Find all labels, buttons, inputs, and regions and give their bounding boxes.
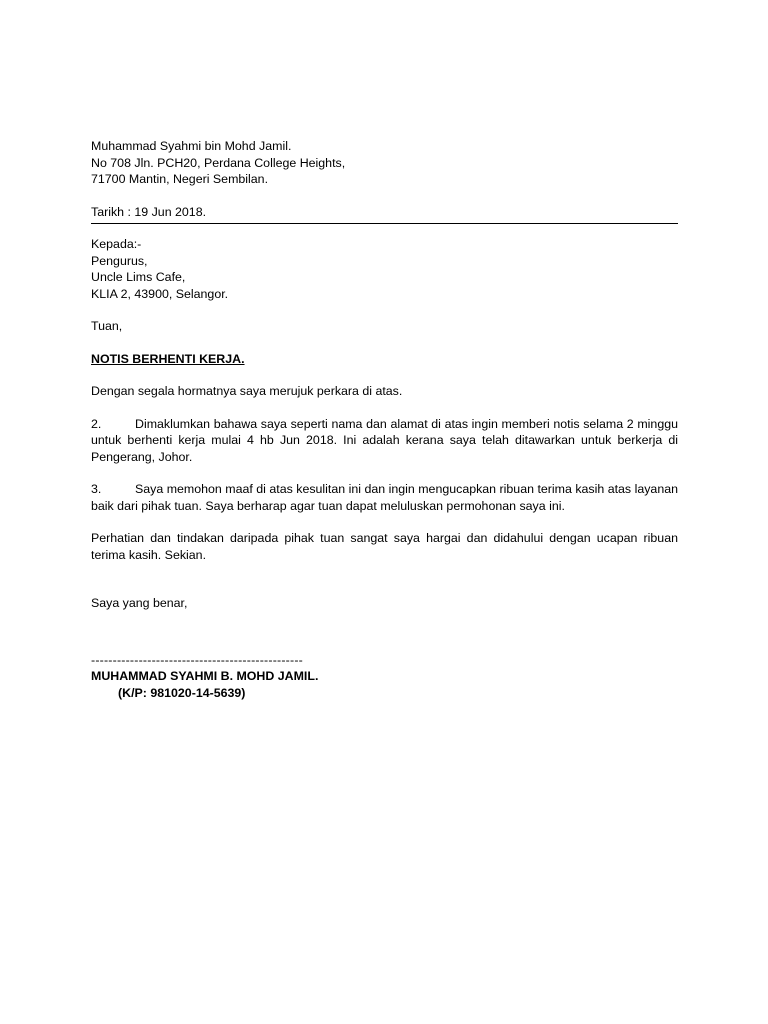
paragraph-text: Dimaklumkan bahawa saya seperti nama dan alamat di atas ingin memberi notis selama 2 minggu untuk berhenti kerja mulai 4 hb Jun 2018. Ini adalah kerana saya telah ditawarkan untuk berkerja di Pengerang, Johor.	[91, 416, 678, 464]
paragraph-number: 3.	[91, 482, 102, 496]
paragraph-text: Saya memohon maaf di atas kesulitan ini dan ingin mengucapkan ribuan terima kasih atas layanan baik dari pihak tuan. Saya berharap agar tuan dapat meluluskan permohonan saya ini.	[91, 482, 678, 513]
letter-body	[91, 138, 678, 701]
sender-block	[91, 138, 678, 188]
closing-paragraph: Perhatian dan tindakan daripada pihak tuan sangat saya hargai dan didahului dengan ucapan ribuan terima kasih. Sekian.	[91, 531, 678, 562]
subject-heading: NOTIS BERHENTI KERJA.	[91, 351, 245, 366]
date-line: Tarikh : 19 Jun 2018.	[91, 204, 207, 219]
paragraph-3	[91, 481, 678, 514]
recipient-block	[91, 236, 678, 302]
recipient-to-label: Kepada:-	[91, 237, 142, 251]
recipient-title: Pengurus,	[91, 253, 148, 268]
recipient-address: KLIA 2, 43900, Selangor.	[91, 286, 229, 301]
signature-line: -------------------------------------------------	[91, 652, 303, 667]
sign-off: Saya yang benar,	[91, 596, 188, 610]
sender-name: Muhammad Syahmi bin Mohd Jamil.	[91, 139, 292, 153]
salutation: Tuan,	[91, 319, 123, 333]
signature-block	[91, 652, 678, 702]
paragraph-2	[91, 416, 678, 466]
signatory-name: MUHAMMAD SYAHMI B. MOHD JAMIL.	[91, 669, 319, 683]
paragraph-number: 2.	[91, 416, 102, 431]
sender-address-line1: No 708 Jln. PCH20, Perdana College Heights,	[91, 155, 346, 170]
opening-line: Dengan segala hormatnya saya merujuk perkara di atas.	[91, 384, 403, 398]
recipient-company: Uncle Lims Cafe,	[91, 270, 186, 284]
signatory-ic-number: (K/P: 981020-14-5639)	[118, 685, 246, 700]
sender-address-line2: 71700 Mantin, Negeri Sembilan.	[91, 172, 269, 186]
